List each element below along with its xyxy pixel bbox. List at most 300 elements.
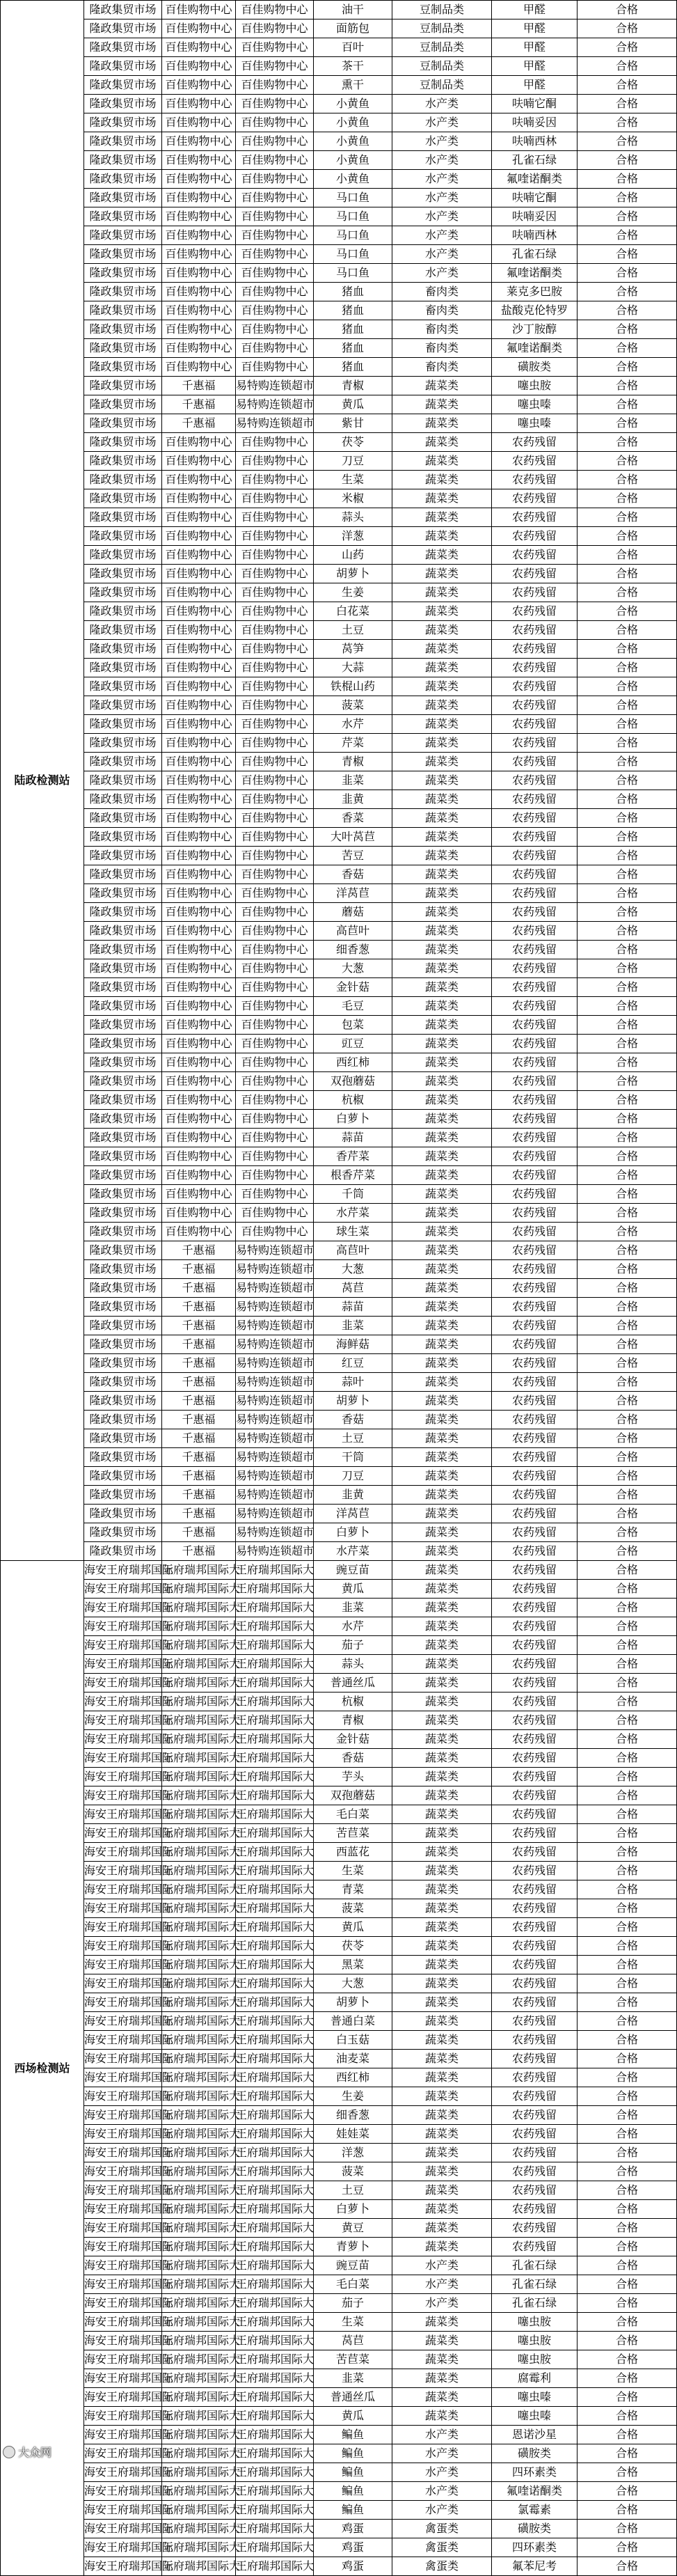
table-cell: 合格: [578, 1429, 677, 1448]
table-cell: 胡萝卜: [314, 1993, 392, 2012]
table-cell: 千惠福: [162, 1429, 236, 1448]
table-cell: 合格: [578, 1956, 677, 1974]
table-cell: 韭菜: [314, 2369, 392, 2388]
table-row: [1, 677, 677, 696]
table-cell: 百佳购物中心: [236, 320, 314, 339]
table-cell: 海安王府瑞邦国际: [84, 2200, 162, 2219]
table-row: [1, 1918, 677, 1937]
table-cell: 茄子: [314, 2294, 392, 2313]
table-cell: 农药残留: [492, 2050, 578, 2068]
table-cell: 隆政集贸市场: [84, 377, 162, 395]
table-cell: 细香葱: [314, 2106, 392, 2125]
table-cell: 王府瑞邦国际大: [236, 2520, 314, 2538]
table-cell: 蔬菜类: [392, 1824, 492, 1843]
table-cell: 合格: [578, 1448, 677, 1467]
table-cell: 杭椒: [314, 1693, 392, 1711]
table-cell: 百佳购物中心: [162, 189, 236, 207]
table-cell: 王府瑞邦国际大: [236, 1805, 314, 1824]
table-row: [1, 2200, 677, 2219]
table-cell: 海安王府瑞邦国际: [84, 1674, 162, 1693]
table-cell: 合格: [578, 715, 677, 734]
table-cell: 恩诺沙星: [492, 2426, 578, 2444]
table-cell: 合格: [578, 1411, 677, 1429]
table-cell: 百佳购物中心: [162, 264, 236, 283]
table-cell: 蔬菜类: [392, 1147, 492, 1166]
table-row: [1, 1674, 677, 1693]
table-cell: 百佳购物中心: [236, 1166, 314, 1185]
table-cell: 百佳购物中心: [162, 57, 236, 76]
table-row: [1, 283, 677, 301]
table-cell: 海安王府瑞邦国际: [84, 1580, 162, 1599]
table-cell: 高苣叶: [314, 922, 392, 941]
table-cell: 合格: [578, 339, 677, 358]
table-cell: 千惠福: [162, 1467, 236, 1486]
table-cell: 王府瑞邦国际大: [162, 2313, 236, 2332]
table-cell: 农药残留: [492, 583, 578, 602]
table-row: [1, 2162, 677, 2181]
table-cell: 百佳购物中心: [162, 583, 236, 602]
table-cell: 蔬菜类: [392, 621, 492, 640]
table-cell: 王府瑞邦国际大: [236, 1599, 314, 1617]
table-row: [1, 226, 677, 245]
table-cell: 王府瑞邦国际大: [236, 2031, 314, 2050]
table-cell: 白萝卜: [314, 1523, 392, 1542]
table-cell: 孔雀石绿: [492, 2256, 578, 2275]
table-row: [1, 2557, 677, 2576]
table-cell: 菠菜: [314, 2162, 392, 2181]
table-cell: 合格: [578, 1693, 677, 1711]
table-cell: 百佳购物中心: [162, 865, 236, 884]
table-cell: 农药残留: [492, 1937, 578, 1956]
table-cell: 百佳购物中心: [236, 677, 314, 696]
table-cell: 百佳购物中心: [162, 113, 236, 132]
table-row: [1, 2426, 677, 2444]
table-cell: 蒜叶: [314, 1373, 392, 1392]
table-cell: 蔬菜类: [392, 809, 492, 828]
table-cell: 隆政集贸市场: [84, 941, 162, 959]
table-cell: 海安王府瑞邦国际: [84, 2332, 162, 2350]
table-cell: 王府瑞邦国际大: [236, 1617, 314, 1636]
table-cell: 王府瑞邦国际大: [236, 2350, 314, 2369]
table-cell: 蔬菜类: [392, 583, 492, 602]
table-cell: 农药残留: [492, 1674, 578, 1693]
table-cell: 磺胺类: [492, 358, 578, 377]
table-cell: 百佳购物中心: [162, 226, 236, 245]
table-cell: 王府瑞邦国际大: [162, 1655, 236, 1674]
table-cell: 农药残留: [492, 1223, 578, 1241]
table-cell: 农药残留: [492, 640, 578, 659]
table-cell: 王府瑞邦国际大: [162, 1918, 236, 1937]
table-cell: 百佳购物中心: [236, 38, 314, 57]
table-cell: 农药残留: [492, 489, 578, 508]
table-cell: 农药残留: [492, 1072, 578, 1091]
table-cell: 王府瑞邦国际大: [162, 2125, 236, 2144]
table-cell: 豆制品类: [392, 19, 492, 38]
table-cell: 王府瑞邦国际大: [162, 1599, 236, 1617]
table-row: [1, 1899, 677, 1918]
table-cell: 隆政集贸市场: [84, 1373, 162, 1392]
table-cell: 王府瑞邦国际大: [236, 1786, 314, 1805]
table-cell: 易特购连锁超市: [236, 1429, 314, 1448]
table-cell: 猪血: [314, 358, 392, 377]
table-cell: 蔬菜类: [392, 1467, 492, 1486]
table-cell: 隆政集贸市场: [84, 358, 162, 377]
table-cell: 王府瑞邦国际大: [162, 1749, 236, 1768]
table-cell: 百佳购物中心: [236, 76, 314, 95]
table-cell: 易特购连锁超市: [236, 395, 314, 414]
table-cell: 合格: [578, 414, 677, 433]
table-cell: 百佳购物中心: [236, 884, 314, 903]
table-cell: 水产类: [392, 2482, 492, 2501]
table-cell: 隆政集贸市场: [84, 790, 162, 809]
table-cell: 合格: [578, 264, 677, 283]
table-cell: 隆政集贸市场: [84, 1354, 162, 1373]
table-cell: 百佳购物中心: [236, 583, 314, 602]
table-cell: 王府瑞邦国际大: [162, 2012, 236, 2031]
table-cell: 蔬菜类: [392, 1542, 492, 1561]
table-cell: 农药残留: [492, 1204, 578, 1223]
table-cell: 西红柿: [314, 2068, 392, 2087]
table-cell: 苦苣菜: [314, 2350, 392, 2369]
table-cell: 海安王府瑞邦国际: [84, 1956, 162, 1974]
table-cell: 大叶莴苣: [314, 828, 392, 847]
table-cell: 水芹菜: [314, 1204, 392, 1223]
table-cell: 农药残留: [492, 602, 578, 621]
table-cell: 畜肉类: [392, 320, 492, 339]
table-cell: 隆政集贸市场: [84, 546, 162, 565]
table-cell: 王府瑞邦国际大: [162, 2557, 236, 2576]
table-row: [1, 659, 677, 677]
table-cell: 百佳购物中心: [162, 151, 236, 170]
table-cell: 孔雀石绿: [492, 245, 578, 264]
table-cell: 海安王府瑞邦国际: [84, 1711, 162, 1730]
table-cell: 王府瑞邦国际大: [162, 2369, 236, 2388]
table-cell: 甲醛: [492, 1, 578, 19]
table-cell: 合格: [578, 1768, 677, 1786]
table-cell: 合格: [578, 2501, 677, 2520]
table-cell: 合格: [578, 1053, 677, 1072]
table-cell: 合格: [578, 19, 677, 38]
table-cell: 海安王府瑞邦国际: [84, 2501, 162, 2520]
table-cell: 隆政集贸市场: [84, 828, 162, 847]
table-cell: 双孢蘑菇: [314, 1072, 392, 1091]
table-cell: 隆政集贸市场: [84, 508, 162, 527]
table-cell: 蔬菜类: [392, 395, 492, 414]
table-cell: 油麦菜: [314, 2050, 392, 2068]
table-cell: 合格: [578, 583, 677, 602]
table-cell: 隆政集贸市场: [84, 76, 162, 95]
table-cell: 豆制品类: [392, 1, 492, 19]
table-cell: 小黄鱼: [314, 170, 392, 189]
table-cell: 苦苣菜: [314, 1824, 392, 1843]
table-cell: 王府瑞邦国际大: [236, 2557, 314, 2576]
table-cell: 隆政集贸市场: [84, 1542, 162, 1561]
table-row: [1, 2294, 677, 2313]
table-cell: 蔬菜类: [392, 1354, 492, 1373]
table-cell: 香菇: [314, 1411, 392, 1429]
table-cell: 呋喃它酮: [492, 95, 578, 113]
table-cell: 蔬菜类: [392, 922, 492, 941]
table-cell: 易特购连锁超市: [236, 1335, 314, 1354]
table-cell: 合格: [578, 471, 677, 489]
table-cell: 豇豆: [314, 1035, 392, 1053]
table-cell: 隆政集贸市场: [84, 621, 162, 640]
table-cell: 百佳购物中心: [236, 1110, 314, 1129]
table-cell: 鳊鱼: [314, 2463, 392, 2482]
table-cell: 王府瑞邦国际大: [162, 2294, 236, 2313]
table-row: [1, 1655, 677, 1674]
table-cell: 蔬菜类: [392, 2313, 492, 2332]
table-cell: 合格: [578, 95, 677, 113]
table-cell: 米椒: [314, 489, 392, 508]
table-cell: 百佳购物中心: [236, 1, 314, 19]
table-cell: 海安王府瑞邦国际: [84, 2294, 162, 2313]
table-row: [1, 1129, 677, 1147]
table-cell: 合格: [578, 226, 677, 245]
table-cell: 海安王府瑞邦国际: [84, 1974, 162, 1993]
table-cell: 合格: [578, 2181, 677, 2200]
table-cell: 千惠福: [162, 1505, 236, 1523]
table-row: [1, 1053, 677, 1072]
table-cell: 合格: [578, 1974, 677, 1993]
table-cell: 百佳购物中心: [236, 978, 314, 997]
table-cell: 农药残留: [492, 1918, 578, 1937]
table-cell: 干筒: [314, 1448, 392, 1467]
table-cell: 禽蛋类: [392, 2520, 492, 2538]
table-cell: 千惠福: [162, 1298, 236, 1317]
table-cell: 隆政集贸市场: [84, 865, 162, 884]
table-cell: 毛白菜: [314, 2275, 392, 2294]
table-cell: 四环素类: [492, 2538, 578, 2557]
table-cell: 香菇: [314, 1749, 392, 1768]
table-row: [1, 2181, 677, 2200]
table-cell: 农药残留: [492, 2125, 578, 2144]
table-cell: 农药残留: [492, 1693, 578, 1711]
table-cell: 豌豆苗: [314, 2256, 392, 2275]
table-cell: 百佳购物中心: [162, 283, 236, 301]
table-cell: 隆政集贸市场: [84, 659, 162, 677]
table-cell: 合格: [578, 903, 677, 922]
table-cell: 普通丝瓜: [314, 2388, 392, 2407]
table-cell: 合格: [578, 1636, 677, 1655]
table-cell: 隆政集贸市场: [84, 339, 162, 358]
table-cell: 蔬菜类: [392, 715, 492, 734]
table-cell: 王府瑞邦国际大: [236, 1880, 314, 1899]
table-cell: 蔬菜类: [392, 847, 492, 865]
table-cell: 千惠福: [162, 1373, 236, 1392]
table-cell: 韭黄: [314, 1486, 392, 1505]
table-cell: 易特购连锁超市: [236, 377, 314, 395]
table-cell: 隆政集贸市场: [84, 565, 162, 583]
table-cell: 合格: [578, 1937, 677, 1956]
table-cell: 王府瑞邦国际大: [236, 2219, 314, 2238]
table-cell: 王府瑞邦国际大: [236, 2332, 314, 2350]
table-cell: 蔬菜类: [392, 1843, 492, 1862]
table-cell: 百佳购物中心: [236, 734, 314, 753]
table-row: [1, 245, 677, 264]
table-cell: 农药残留: [492, 1599, 578, 1617]
table-row: [1, 1768, 677, 1786]
table-cell: 韭菜: [314, 1599, 392, 1617]
table-cell: 王府瑞邦国际大: [162, 1862, 236, 1880]
table-cell: 菠菜: [314, 696, 392, 715]
table-cell: 百佳购物中心: [162, 207, 236, 226]
table-cell: 百佳购物中心: [236, 1016, 314, 1035]
table-cell: 百佳购物中心: [236, 546, 314, 565]
table-cell: 海安王府瑞邦国际: [84, 2369, 162, 2388]
table-cell: 王府瑞邦国际大: [162, 1974, 236, 1993]
table-cell: 金针菇: [314, 1730, 392, 1749]
table-cell: 农药残留: [492, 565, 578, 583]
table-cell: 呋喃妥因: [492, 113, 578, 132]
table-cell: 合格: [578, 2031, 677, 2050]
table-row: [1, 76, 677, 95]
table-cell: 王府瑞邦国际大: [162, 1956, 236, 1974]
table-cell: 百佳购物中心: [162, 1166, 236, 1185]
table-cell: 百佳购物中心: [162, 1016, 236, 1035]
table-cell: 百佳购物中心: [162, 790, 236, 809]
table-cell: 隆政集贸市场: [84, 997, 162, 1016]
table-cell: 王府瑞邦国际大: [236, 2012, 314, 2031]
table-cell: 农药残留: [492, 1711, 578, 1730]
table-row: [1, 865, 677, 884]
table-cell: 豆制品类: [392, 76, 492, 95]
table-cell: 蔬菜类: [392, 1974, 492, 1993]
table-cell: 蔬菜类: [392, 565, 492, 583]
table-cell: 隆政集贸市场: [84, 19, 162, 38]
table-cell: 百佳购物中心: [236, 1035, 314, 1053]
table-cell: 隆政集贸市场: [84, 95, 162, 113]
table-cell: 农药残留: [492, 696, 578, 715]
table-row: [1, 1993, 677, 2012]
table-cell: 王府瑞邦国际大: [162, 1617, 236, 1636]
table-cell: 合格: [578, 1880, 677, 1899]
table-cell: 王府瑞邦国际大: [162, 2256, 236, 2275]
table-cell: 合格: [578, 1824, 677, 1843]
table-cell: 合格: [578, 1091, 677, 1110]
table-cell: 隆政集贸市场: [84, 1317, 162, 1335]
table-row: [1, 170, 677, 189]
table-body: [1, 1, 677, 2576]
table-row: [1, 1448, 677, 1467]
table-cell: 农药残留: [492, 546, 578, 565]
table-cell: 百佳购物中心: [236, 57, 314, 76]
table-cell: 海安王府瑞邦国际: [84, 2313, 162, 2332]
table-cell: 蘑菇: [314, 903, 392, 922]
table-cell: 百佳购物中心: [236, 602, 314, 621]
table-cell: 百佳购物中心: [236, 489, 314, 508]
table-cell: 隆政集贸市场: [84, 151, 162, 170]
table-cell: 合格: [578, 659, 677, 677]
table-cell: 洋莴苣: [314, 884, 392, 903]
table-cell: 蔬菜类: [392, 1786, 492, 1805]
table-cell: 千惠福: [162, 1241, 236, 1260]
table-cell: 合格: [578, 1354, 677, 1373]
table-cell: 蔬菜类: [392, 1411, 492, 1429]
table-cell: 生姜: [314, 583, 392, 602]
table-cell: 百佳购物中心: [162, 941, 236, 959]
table-cell: 蔬菜类: [392, 1636, 492, 1655]
table-cell: 马口鱼: [314, 226, 392, 245]
table-cell: 合格: [578, 2407, 677, 2426]
table-cell: 海安王府瑞邦国际: [84, 2125, 162, 2144]
table-cell: 海安王府瑞邦国际: [84, 2520, 162, 2538]
table-cell: 合格: [578, 1655, 677, 1674]
table-cell: 合格: [578, 1523, 677, 1542]
table-row: [1, 1072, 677, 1091]
table-row: [1, 207, 677, 226]
table-cell: 隆政集贸市场: [84, 1279, 162, 1298]
table-cell: 禽蛋类: [392, 2538, 492, 2557]
table-cell: 蔬菜类: [392, 1373, 492, 1392]
table-cell: 百佳购物中心: [162, 1223, 236, 1241]
table-cell: 合格: [578, 76, 677, 95]
table-row: [1, 790, 677, 809]
table-cell: 大葱: [314, 1260, 392, 1279]
table-row: [1, 696, 677, 715]
table-cell: 海安王府瑞邦国际: [84, 1693, 162, 1711]
table-row: [1, 997, 677, 1016]
table-cell: 百佳购物中心: [236, 113, 314, 132]
watermark: [3, 2444, 51, 2460]
table-cell: 合格: [578, 1035, 677, 1053]
table-cell: 易特购连锁超市: [236, 1317, 314, 1335]
table-cell: 蔬菜类: [392, 602, 492, 621]
table-cell: 氟苯尼考: [492, 2557, 578, 2576]
table-cell: 王府瑞邦国际大: [236, 2144, 314, 2162]
table-cell: 豌豆苗: [314, 1561, 392, 1580]
table-cell: 海安王府瑞邦国际: [84, 2275, 162, 2294]
table-cell: 合格: [578, 1260, 677, 1279]
table-cell: 合格: [578, 677, 677, 696]
table-cell: 蒜苗: [314, 1298, 392, 1317]
table-cell: 隆政集贸市场: [84, 715, 162, 734]
table-cell: 王府瑞邦国际大: [162, 2388, 236, 2407]
table-cell: 蔬菜类: [392, 696, 492, 715]
table-cell: 蔬菜类: [392, 2012, 492, 2031]
table-cell: 蔬菜类: [392, 1035, 492, 1053]
table-cell: 千惠福: [162, 414, 236, 433]
table-cell: 合格: [578, 1918, 677, 1937]
table-row: [1, 959, 677, 978]
table-cell: 鳊鱼: [314, 2482, 392, 2501]
table-cell: 蔬菜类: [392, 941, 492, 959]
table-cell: 易特购连锁超市: [236, 1542, 314, 1561]
table-cell: 百佳购物中心: [236, 1091, 314, 1110]
table-cell: 千惠福: [162, 1486, 236, 1505]
table-cell: 蔬菜类: [392, 2407, 492, 2426]
table-cell: 甲醛: [492, 19, 578, 38]
table-cell: 蔬菜类: [392, 734, 492, 753]
table-cell: 农药残留: [492, 903, 578, 922]
table-cell: 百佳购物中心: [162, 565, 236, 583]
table-cell: 百佳购物中心: [236, 941, 314, 959]
table-cell: 生姜: [314, 2087, 392, 2106]
table-cell: 蔬菜类: [392, 865, 492, 884]
table-cell: 王府瑞邦国际大: [236, 2068, 314, 2087]
table-cell: 农药残留: [492, 997, 578, 1016]
table-cell: 百佳购物中心: [162, 358, 236, 377]
table-cell: 百佳购物中心: [236, 696, 314, 715]
table-cell: 农药残留: [492, 2200, 578, 2219]
table-cell: 鳊鱼: [314, 2501, 392, 2520]
table-cell: 蔬菜类: [392, 1730, 492, 1749]
table-cell: 合格: [578, 1223, 677, 1241]
table-row: [1, 771, 677, 790]
table-cell: 农药残留: [492, 1317, 578, 1335]
table-cell: 王府瑞邦国际大: [236, 2087, 314, 2106]
table-cell: 蔬菜类: [392, 2125, 492, 2144]
